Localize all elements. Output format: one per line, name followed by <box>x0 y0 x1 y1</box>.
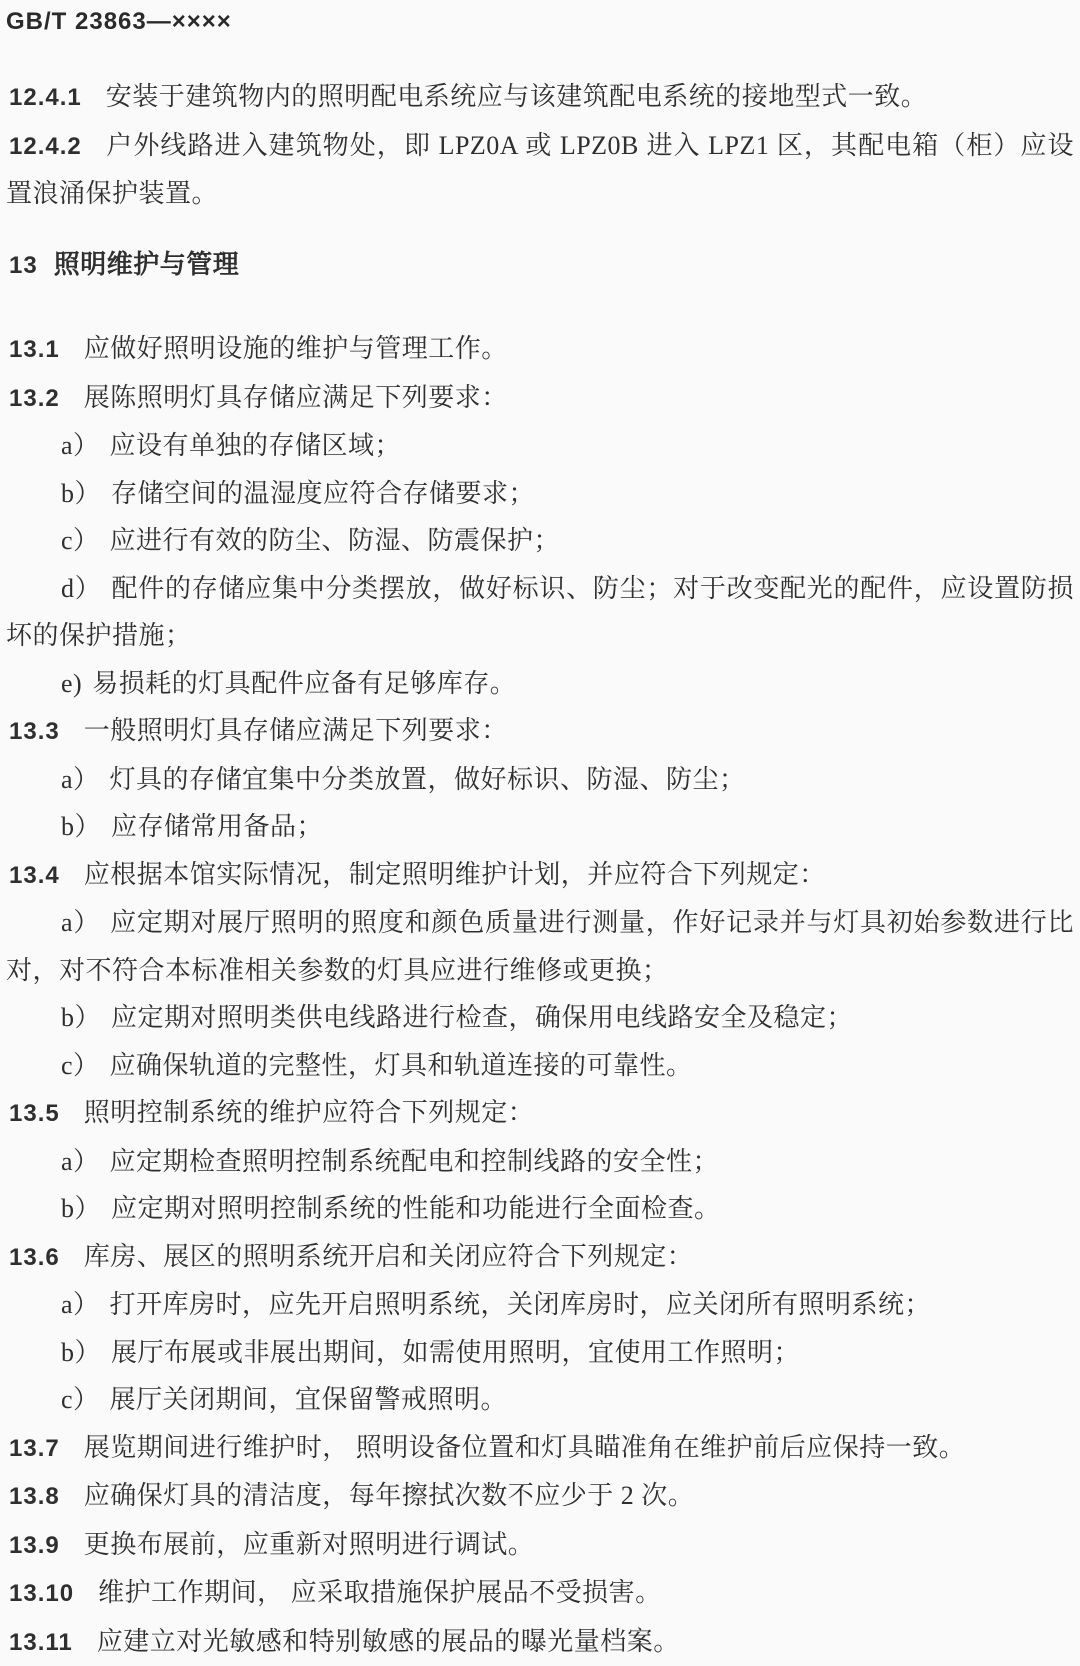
clause-text: 应设有单独的存储区域； <box>110 431 402 460</box>
list-item-d <box>6 565 1074 660</box>
clause-13.7 <box>6 1424 1074 1473</box>
clause-13.3 <box>6 707 1074 756</box>
list-item-a <box>6 899 1074 994</box>
heading-text: 照明维护与管理 <box>54 249 240 279</box>
clause-text: 户外线路进入建筑物处，即 LPZ0A 或 LPZ0B 进入 LPZ1 区，其配电箱（柜）应设置浪涌保护装置。 <box>6 131 1074 209</box>
clause-text: 应做好照明设施的维护与管理工作。 <box>84 334 508 363</box>
clause-13.10 <box>6 1569 1074 1618</box>
clause-number: 13.6 <box>9 1244 60 1271</box>
clause-number: 12.4.1 <box>9 84 82 111</box>
clause-text: 展陈照明灯具存储应满足下列要求： <box>84 383 508 412</box>
clause-text: 应建立对光敏感和特别敏感的展品的曝光量档案。 <box>97 1627 680 1656</box>
item-marker: a） <box>61 1147 100 1176</box>
list-item-b <box>6 1185 1074 1233</box>
clause-text: 应确保灯具的清洁度，每年擦拭次数不应少于 2 次。 <box>84 1481 695 1510</box>
item-marker: a） <box>61 431 100 460</box>
clause-13.4 <box>6 851 1074 900</box>
list-item-c <box>6 1376 1074 1424</box>
item-marker: c） <box>61 526 100 555</box>
list-item-a <box>6 1281 1074 1329</box>
clause-number: 13.5 <box>9 1100 60 1127</box>
item-marker: d） <box>61 574 102 603</box>
clause-12.4.2 <box>6 122 1074 218</box>
clause-text: 应定期检查照明控制系统配电和控制线路的安全性； <box>110 1147 720 1176</box>
clause-text: 应定期对展厅照明的照度和颜色质量进行测量，作好记录并与灯具初始参数进行比对，对不符合本标准相关参数的灯具应进行维修或更换； <box>6 908 1074 985</box>
clause-number: 13.7 <box>9 1435 60 1462</box>
clause-13.6 <box>6 1233 1074 1282</box>
clause-13.8 <box>6 1472 1074 1521</box>
clause-text: 安装于建筑物内的照明配电系统应与该建筑配电系统的接地型式一致。 <box>106 82 928 111</box>
item-marker: a） <box>61 765 100 794</box>
section-heading-13 <box>6 241 1074 290</box>
item-marker: e) <box>61 669 82 698</box>
clause-13.11 <box>6 1618 1074 1666</box>
clause-number: 13.3 <box>9 718 60 745</box>
clause-13.2 <box>6 374 1074 423</box>
list-item-b <box>6 1329 1074 1377</box>
clause-text: 配件的存储应集中分类摆放，做好标识、防尘；对于改变配光的配件，应设置防损坏的保护措施； <box>6 574 1074 651</box>
list-item-a <box>6 422 1074 470</box>
clause-text: 展厅关闭期间，宜保留警戒照明。 <box>110 1385 508 1414</box>
clause-text: 库房、展区的照明系统开启和关闭应符合下列规定： <box>84 1242 694 1271</box>
clause-number: 13.2 <box>9 385 60 412</box>
clause-text: 打开库房时，应先开启照明系统，关闭库房时，应关闭所有照明系统； <box>110 1290 932 1319</box>
clause-text: 照明控制系统的维护应符合下列规定： <box>84 1098 535 1127</box>
document-header-standard-number: GB/T 23863—×××× <box>6 6 1074 38</box>
clause-13.1 <box>6 325 1074 374</box>
clause-text: 一般照明灯具存储应满足下列要求： <box>84 716 508 745</box>
list-item-b <box>6 994 1074 1042</box>
clause-text: 维护工作期间， 应采取措施保护展品不受损害。 <box>98 1578 662 1607</box>
item-marker: c） <box>61 1385 100 1414</box>
item-marker: b） <box>61 479 101 508</box>
list-item-e <box>6 660 1074 708</box>
clause-text: 应存储常用备品； <box>111 812 323 841</box>
clause-number: 13.10 <box>9 1580 74 1607</box>
clause-text: 应根据本馆实际情况，制定照明维护计划，并应符合下列规定： <box>84 860 826 889</box>
clause-number: 13.4 <box>9 862 60 889</box>
clause-text: 应定期对照明控制系统的性能和功能进行全面检查。 <box>111 1194 721 1223</box>
clause-text: 灯具的存储宜集中分类放置，做好标识、防湿、防尘； <box>110 765 746 794</box>
item-marker: c） <box>61 1051 100 1080</box>
clause-number: 12.4.2 <box>9 133 82 160</box>
item-marker: b） <box>61 1003 101 1032</box>
clause-number: 13.11 <box>9 1629 73 1656</box>
clause-number: 13.8 <box>9 1483 60 1510</box>
clause-text: 易损耗的灯具配件应备有足够库存。 <box>92 669 516 698</box>
list-item-c <box>6 1042 1074 1090</box>
clause-text: 展览期间进行维护时， 照明设备位置和灯具瞄准角在维护前后应保持一致。 <box>84 1433 966 1462</box>
item-marker: b） <box>61 1194 101 1223</box>
list-item-b <box>6 470 1074 518</box>
clause-12.4.1 <box>6 73 1074 122</box>
item-marker: a） <box>61 1290 100 1319</box>
clause-13.9 <box>6 1521 1074 1570</box>
item-marker: b） <box>61 812 101 841</box>
list-item-c <box>6 517 1074 565</box>
clause-number: 13.9 <box>9 1532 60 1559</box>
clause-text: 应定期对照明类供电线路进行检查，确保用电线路安全及稳定； <box>111 1003 853 1032</box>
clause-text: 存储空间的温湿度应符合存储要求； <box>111 479 535 508</box>
clause-text: 应进行有效的防尘、防湿、防震保护； <box>110 526 561 555</box>
clause-text: 应确保轨道的完整性，灯具和轨道连接的可靠性。 <box>110 1051 693 1080</box>
clause-13.5 <box>6 1089 1074 1138</box>
list-item-a <box>6 756 1074 804</box>
item-marker: b） <box>61 1338 101 1367</box>
document-body <box>6 73 1074 1666</box>
list-item-a <box>6 1138 1074 1186</box>
clause-text: 展厅布展或非展出期间，如需使用照明，宜使用工作照明； <box>111 1338 800 1367</box>
clause-number: 13 <box>9 252 38 279</box>
item-marker: a） <box>61 908 100 937</box>
list-item-b <box>6 803 1074 851</box>
clause-text: 更换布展前，应重新对照明进行调试。 <box>84 1530 535 1559</box>
clause-number: 13.1 <box>9 336 60 363</box>
